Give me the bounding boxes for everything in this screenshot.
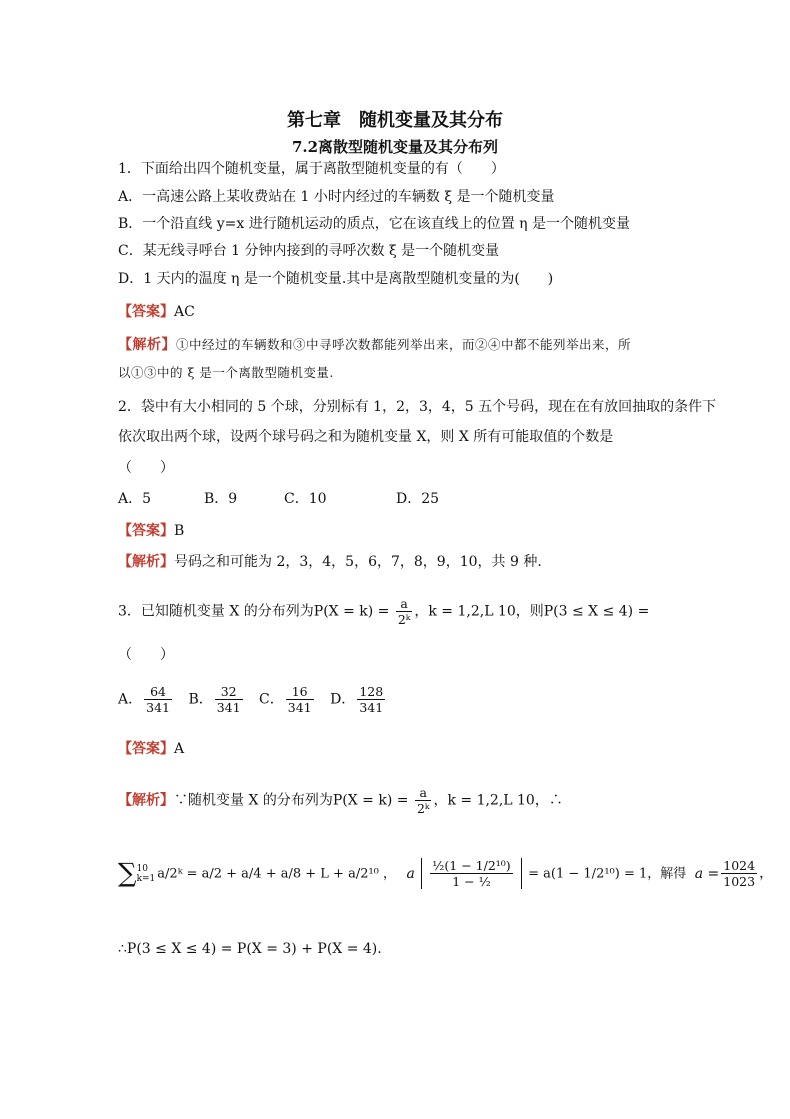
analysis-tag: 【解析】: [118, 554, 174, 570]
q3-choice-a: [118, 684, 174, 715]
sum-terms: a/2ᵏ = a/2 + a/4 + a/8 + L + a/2¹⁰ ，: [157, 866, 397, 882]
q3-analysis-line1: [118, 785, 563, 816]
q2-choices: [118, 490, 439, 508]
sum-lower-limit: k=1: [136, 873, 156, 884]
q3-answer: [118, 740, 184, 758]
answer-tag: 【答案】: [118, 304, 174, 320]
fraction-numerator: 128: [359, 684, 384, 699]
fraction-denominator: 1023: [723, 874, 756, 889]
q3-stem-paren: （ ）: [118, 647, 174, 663]
q2-choice-a: A．5: [118, 491, 152, 507]
fraction-denominator: 341: [287, 700, 312, 715]
choice-fraction: [215, 684, 243, 715]
q3-stem-pk: P(X = k) =: [313, 603, 394, 620]
choice-label: D．: [330, 691, 356, 708]
q2-stem-line1: 2．袋中有大小相同的 5 个球，分别标有 1，2，3，4，5 五个号码，现在在有放回抽取的条件下: [118, 399, 717, 415]
q3-stem-fraction: [396, 596, 413, 627]
sum-upper-limit: 10: [136, 863, 149, 874]
q1-option-c: C．某无线寻呼台 1 分钟内接到的寻呼次数 ξ 是一个随机变量: [118, 243, 500, 259]
q1-answer: [118, 303, 195, 321]
bracket-expression: [421, 858, 521, 889]
equation-middle: = a(1 − 1/2¹⁰) = 1，解得: [528, 866, 687, 882]
sum-limits: [137, 864, 156, 884]
analysis-tag: 【解析】: [118, 337, 176, 353]
fraction-numerator: ½(1 − 1/2¹⁰): [432, 858, 511, 873]
choice-label: B．: [188, 691, 213, 708]
q3-choice-b: [188, 684, 244, 715]
choice-fraction: [357, 684, 385, 715]
chapter-title: 第七章 随机变量及其分布: [287, 110, 503, 131]
q2-analysis: [118, 553, 542, 571]
fraction-numerator: 64: [144, 684, 172, 700]
a-equals: a =: [694, 865, 720, 882]
analysis-fraction: [415, 785, 432, 816]
q1-analysis-line1: [118, 336, 631, 354]
choice-fraction: [144, 684, 172, 715]
answer-value: AC: [174, 304, 195, 320]
q1-analysis-line2: 以①③中的 ξ 是一个离散型随机变量.: [118, 365, 334, 380]
q3-choice-c: [259, 684, 316, 715]
choice-label: A．: [118, 691, 143, 708]
q3-choice-d: [330, 684, 387, 715]
fraction-numerator: 16: [286, 684, 314, 700]
q1-option-d: D．1 天内的温度 η 是一个随机变量.其中是离散型随机变量的为( ): [118, 271, 554, 287]
q3-stem-pre: 3．已知随机变量 X 的分布列为: [118, 603, 314, 620]
answer-value: A: [174, 741, 185, 757]
q3-stem-mid: ，k = 1,2,L 10，则: [414, 603, 544, 620]
analysis-formula: P(X = k) =: [332, 792, 413, 809]
fraction-denominator: 2ᵏ: [397, 612, 411, 627]
answer-tag: 【答案】: [118, 523, 174, 539]
q1-option-a: A．一高速公路上某收费站在 1 小时内经过的车辆数 ξ 是一个随机变量: [118, 189, 555, 205]
section-title: 7.2离散型随机变量及其分布列: [291, 138, 499, 156]
fraction-denominator: 341: [359, 700, 384, 715]
q1-option-b: B．一个沿直线 y=x 进行随机运动的质点，它在该直线上的位置 η 是一个随机变量: [118, 216, 631, 232]
q2-choice-c: C．10: [284, 491, 327, 507]
coefficient-a: a: [406, 865, 415, 882]
q2-stem-line3: （ ）: [118, 460, 174, 476]
analysis-text: ∵随机变量 X 的分布列为: [174, 792, 333, 809]
analysis-tag: 【解析】: [118, 792, 174, 809]
q2-answer: [118, 522, 184, 540]
q3-stem: [118, 596, 649, 627]
analysis-text-end: ，k = 1,2,L 10，∴: [433, 792, 563, 809]
fraction-numerator: a: [415, 785, 432, 801]
fraction-numerator: 1024: [723, 858, 756, 873]
q3-choices: [118, 684, 397, 715]
q1-stem: 1．下面给出四个随机变量，属于离散型随机变量的有（ ）: [118, 161, 505, 177]
q3-summation-line: [118, 858, 773, 889]
q3-stem-end: P(3 ≤ X ≤ 4) =: [543, 603, 650, 620]
q3-final-line: ∴P(3 ≤ X ≤ 4) = P(X = 3) + P(X = 4).: [118, 941, 382, 957]
choice-label: C．: [259, 691, 284, 708]
bracket-fraction: [430, 858, 512, 889]
choice-fraction: [286, 684, 314, 715]
q2-choice-d: D．25: [396, 491, 440, 507]
fraction-denominator: 341: [216, 700, 241, 715]
q2-stem-line2: 依次取出两个球，设两个球号码之和为随机变量 X，则 X 所有可能取值的个数是: [118, 429, 614, 445]
q2-choice-b: B．9: [204, 491, 238, 507]
fraction-denominator: 2ᵏ: [416, 801, 430, 816]
analysis-text: ①中经过的车辆数和③中寻呼次数都能列举出来，而②④中都不能列举出来，所: [176, 337, 632, 352]
answer-tag: 【答案】: [118, 741, 174, 757]
fraction-denominator: 341: [146, 700, 170, 715]
analysis-text: 号码之和可能为 2，3，4，5，6，7，8，9，10，共 9 种.: [174, 554, 542, 570]
sum-symbol: ∑: [118, 858, 137, 889]
answer-value: B: [174, 523, 185, 539]
fraction-denominator: 1 − ½: [452, 874, 491, 889]
a-value-fraction: [721, 858, 757, 889]
fraction-numerator: a: [396, 596, 413, 612]
comma: ，: [759, 865, 774, 882]
fraction-numerator: 32: [215, 684, 243, 700]
